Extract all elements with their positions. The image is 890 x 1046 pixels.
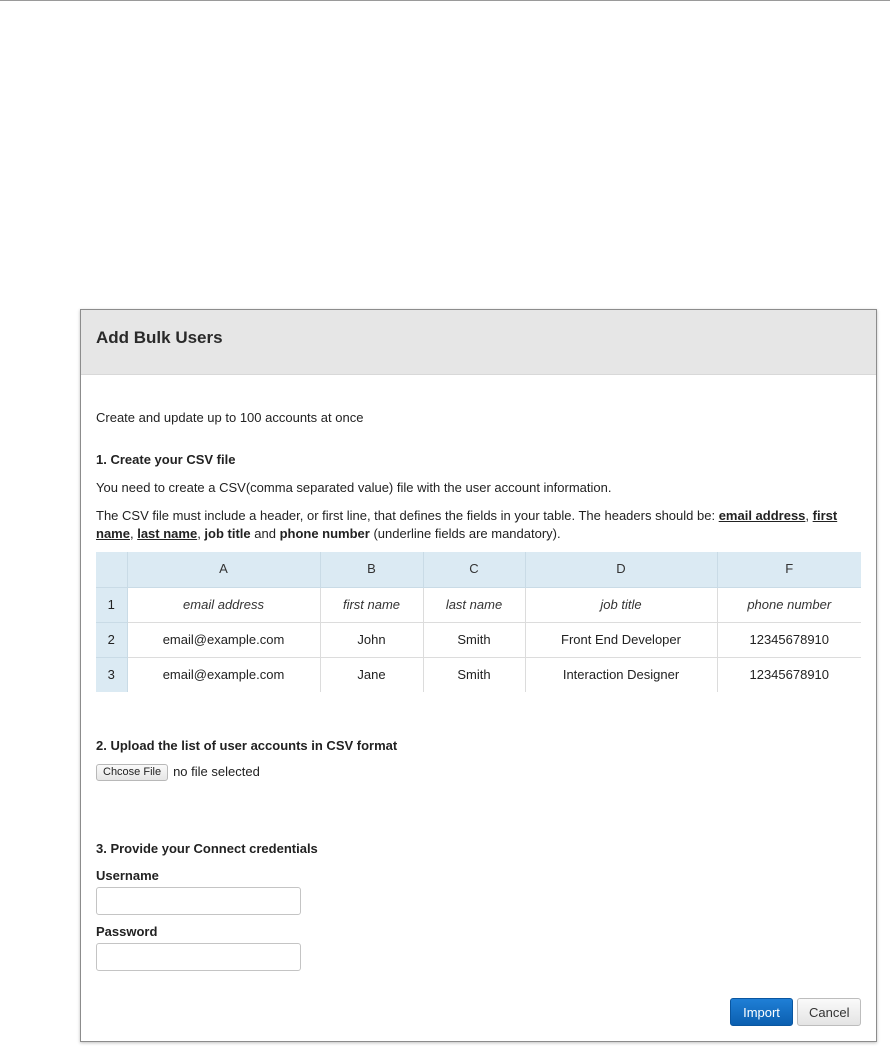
table-cell: 12345678910 <box>717 622 861 657</box>
password-label: Password <box>96 924 158 939</box>
table-cell: job title <box>525 587 717 622</box>
cancel-button[interactable]: Cancel <box>797 998 861 1026</box>
table-cell: phone number <box>717 587 861 622</box>
table-cell: email address <box>127 587 320 622</box>
choose-file-button[interactable]: Chcose File <box>96 764 168 781</box>
table-cell: email@example.com <box>127 657 320 692</box>
username-label: Username <box>96 868 159 883</box>
field-first-name: first name <box>96 508 838 541</box>
import-button[interactable]: Import <box>730 998 793 1026</box>
row-number: 2 <box>96 622 127 657</box>
table-cell: email@example.com <box>127 622 320 657</box>
field-email-address: email address <box>718 508 806 523</box>
table-cell: Jane <box>320 657 423 692</box>
separator: , <box>805 508 813 523</box>
table-cell: Front End Developer <box>525 622 717 657</box>
separator: , <box>197 526 205 541</box>
file-upload <box>96 763 260 781</box>
table-cell: first name <box>320 587 423 622</box>
csv-example-table <box>96 552 861 692</box>
dialog-header <box>81 310 876 375</box>
column-header: C <box>423 552 525 587</box>
step3-title: 3. Provide your Connect credentials <box>96 841 318 856</box>
column-header: D <box>525 552 717 587</box>
top-divider <box>0 0 890 1</box>
step1-title: 1. Create your CSV file <box>96 452 236 467</box>
add-bulk-users-dialog <box>80 309 877 1042</box>
csv-header-instructions <box>96 507 861 543</box>
table-cell: John <box>320 622 423 657</box>
table-row <box>96 587 861 622</box>
username-input[interactable] <box>96 887 301 915</box>
table-cell: Smith <box>423 657 525 692</box>
field-phone-number: phone number <box>279 526 370 541</box>
table-cell: Smith <box>423 622 525 657</box>
row-number: 3 <box>96 657 127 692</box>
table-row <box>96 622 861 657</box>
field-last-name: last name <box>137 526 198 541</box>
table-cell: last name <box>423 587 525 622</box>
password-input[interactable] <box>96 943 301 971</box>
corner-cell <box>96 552 127 587</box>
column-header: A <box>127 552 320 587</box>
instruction-text: The CSV file must include a header, or first line, that defines the fields in your table. The headers should be: <box>96 508 719 523</box>
field-job-title: job title <box>204 526 251 541</box>
file-status: no file selected <box>173 764 260 779</box>
mandatory-note: (underline fields are mandatory). <box>369 526 561 541</box>
step1-description: You need to create a CSV(comma separated value) file with the user account information. <box>96 480 612 495</box>
step2-title: 2. Upload the list of user accounts in CSV format <box>96 738 398 753</box>
row-number: 1 <box>96 587 127 622</box>
conjunction: and <box>250 526 280 541</box>
table-header-row <box>96 552 861 587</box>
table-row <box>96 657 861 692</box>
column-header: B <box>320 552 423 587</box>
table-cell: Interaction Designer <box>525 657 717 692</box>
column-header: F <box>717 552 861 587</box>
table-cell: 12345678910 <box>749 666 830 682</box>
separator: , <box>129 526 138 541</box>
intro-text: Create and update up to 100 accounts at once <box>96 410 364 425</box>
dialog-title: Add Bulk Users <box>96 328 223 347</box>
